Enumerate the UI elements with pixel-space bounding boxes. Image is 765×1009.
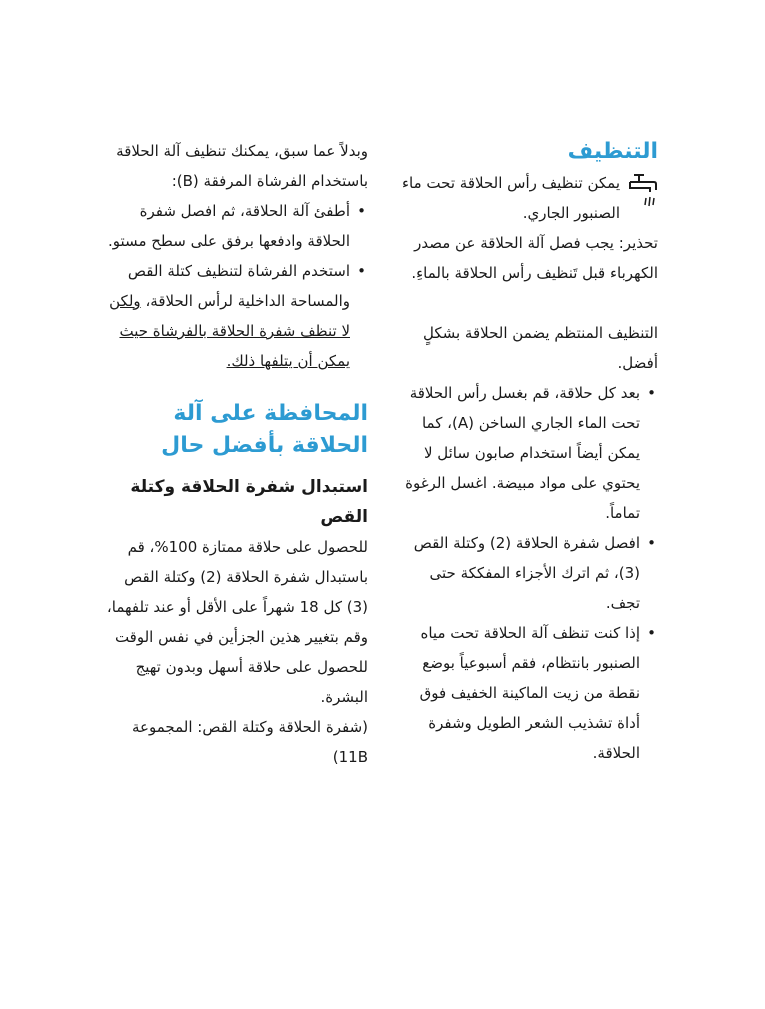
replacement-subheading: استبدال شفرة الحلاقة وكتلة القص	[130, 477, 368, 527]
brush-list	[106, 196, 368, 376]
cleaning-intro: التنظيف المنتظم يضمن الحلاقة بشكلٍ أفضل.	[422, 324, 658, 372]
maintenance-heading: المحافظة على آلة الحلاقة بأفضل حال	[161, 401, 368, 458]
parts-note: (شفرة الحلاقة وكتلة القص: المجموعة 11B)	[132, 718, 368, 766]
brush-bullet-2	[106, 256, 368, 376]
brush-bullet-2-text: استخدم الفرشاة لتنظيف كتلة القص والمساحة الداخلية لرأس الحلاقة،	[127, 262, 350, 310]
brush-bullet-1: • أطفئ آلة الحلاقة، ثم افصل شفرة الحلاقة وادفعها برفق على سطح مستو.	[106, 196, 368, 256]
brush-warning-underlined: ولكن لا تنظف شفرة الحلاقة بالفرشاة حيث يمكن أن يتلفها ذلك.	[109, 292, 350, 370]
faucet-icon	[628, 172, 658, 216]
tap-text: يمكن تنظيف رأس الحلاقة تحت ماء الصنبور الجاري.	[402, 174, 620, 222]
cleaning-bullet-1: • بعد كل حلاقة، قم بغسل رأس الحلاقة تحت الماء الجاري الساخن (A)، كما يمكن أيضاً استخدام صابون سائل لا يحتوي على مواد مبيضة. اغسل الرغوة تماماً.	[400, 378, 658, 528]
cleaning-bullet-2: • افصل شفرة الحلاقة (2) وكتلة القص (3)، ثم اترك الأجزاء المفككة حتى تجف.	[400, 528, 658, 618]
warning-text: تحذير: يجب فصل آلة الحلاقة عن مصدر الكهرباء قبل تَنظيف رأس الحلاقة بالماءِ.	[411, 234, 658, 282]
cleaning-heading: التنظيف	[567, 139, 658, 164]
tap-instruction	[400, 168, 658, 228]
cleaning-bullet-3: • إذا كنت تنظف آلة الحلاقة تحت مياه الصنبور بانتظام، فقم أسبوعياً بوضع نقطة من زيت الماكينة الخفيف فوق أداة تشذيب الشعر الطويل وشفرة الحلاقة.	[400, 618, 658, 768]
brush-column	[106, 136, 368, 772]
cleaning-column	[400, 136, 658, 768]
replacement-body: للحصول على حلاقة ممتازة 100%، قم باستبدال شفرة الحلاقة (2) وكتلة القص (3) كل 18 شهراً على الأقل أو عند تلفهما، وقم بتغيير هذين الجزأين في نفس الوقت للحصول على حلاقة أسهل وبدون تهيج البشرة.	[106, 538, 368, 706]
cleaning-list	[400, 378, 658, 768]
brush-intro: وبدلاً عما سبق، يمكنك تنظيف آلة الحلاقة باستخدام الفرشاة المرفقة (B):	[116, 142, 368, 190]
